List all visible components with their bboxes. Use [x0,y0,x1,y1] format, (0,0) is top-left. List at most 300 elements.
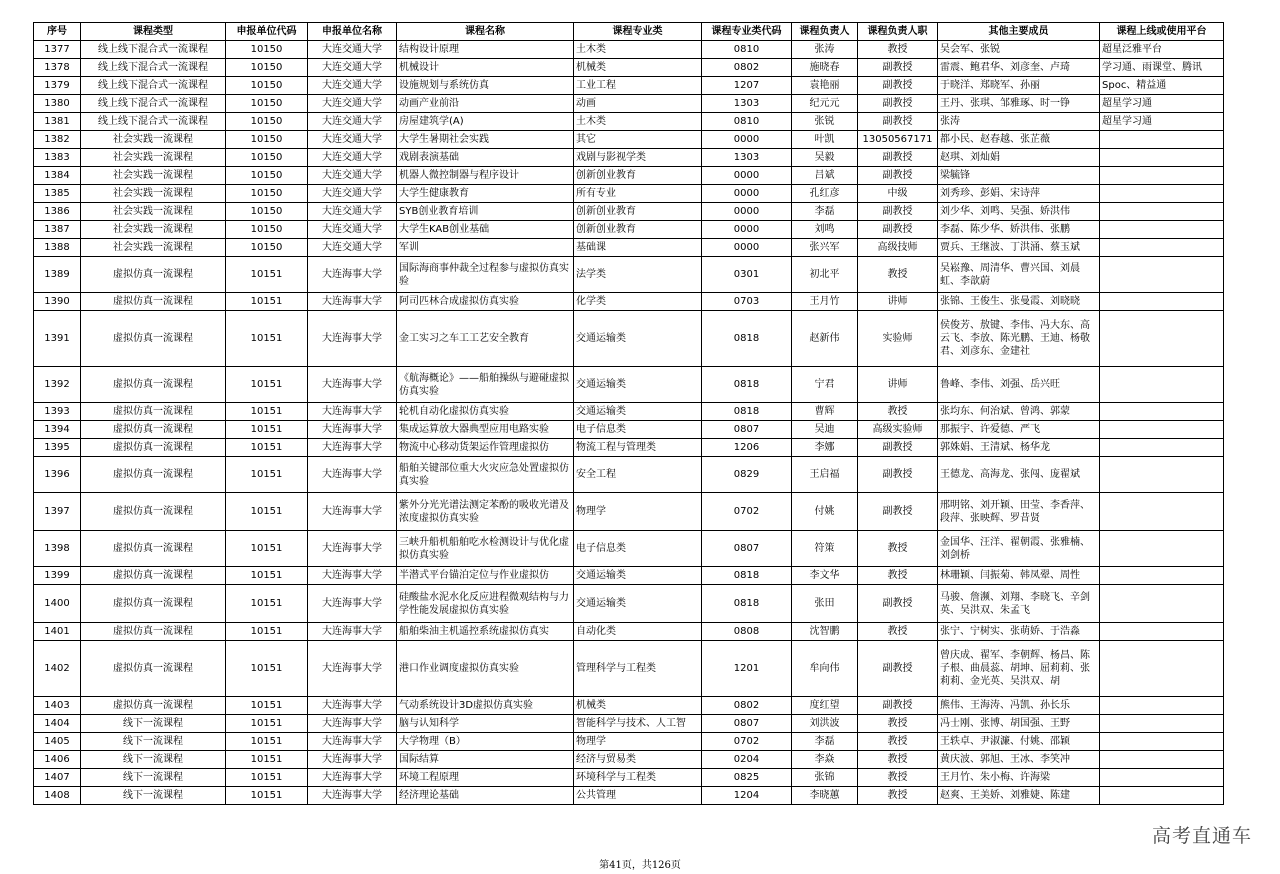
header-cell: 序号 [34,23,81,41]
table-cell: 教授 [858,715,938,733]
table-cell: 袁艳丽 [792,77,858,95]
table-cell: 1387 [34,221,81,239]
header-cell: 申报单位名称 [308,23,397,41]
table-cell: 1403 [34,697,81,715]
table-cell: 虚拟仿真一流课程 [81,257,226,293]
table-cell: 10150 [226,95,308,113]
table-cell [1100,439,1224,457]
table-cell: 教授 [858,567,938,585]
table-cell: 0810 [702,41,792,59]
table-cell: 国际海商事仲裁全过程参与虚拟仿真实验 [397,257,574,293]
table-cell: 大学生KAB创业基础 [397,221,574,239]
table-cell: 社会实践一流课程 [81,131,226,149]
table-cell: 1406 [34,751,81,769]
table-cell: 管理科学与工程类 [574,641,702,697]
table-cell: 1398 [34,531,81,567]
table-cell: 讲师 [858,367,938,403]
table-cell: 曹辉 [792,403,858,421]
table-cell: 1384 [34,167,81,185]
table-cell: 大连海事大学 [308,531,397,567]
table-cell: 王轶卓、尹淑濂、付姚、邵颖 [938,733,1100,751]
table-cell [1100,493,1224,531]
table-cell: 1207 [702,77,792,95]
table-cell: 高级实验师 [858,421,938,439]
header-cell: 课程专业类代码 [702,23,792,41]
table-cell: 10151 [226,769,308,787]
table-cell: 社会实践一流课程 [81,149,226,167]
table-cell: 副教授 [858,221,938,239]
table-cell: Spoc、精益通 [1100,77,1224,95]
table-cell: 熊伟、王海涛、冯凯、孙长乐 [938,697,1100,715]
table-row [34,41,1224,59]
table-row [34,149,1224,167]
table-cell: 1389 [34,257,81,293]
table-cell: 10151 [226,493,308,531]
table-row [34,221,1224,239]
table-cell: 化学类 [574,293,702,311]
table-cell: 10151 [226,311,308,367]
table-cell: 大连交通大学 [308,59,397,77]
table-cell: 1388 [34,239,81,257]
table-cell: 大连海事大学 [308,697,397,715]
table-cell: 教授 [858,403,938,421]
table-cell: 施晓春 [792,59,858,77]
table-cell: 0829 [702,457,792,493]
table-cell: 线上线下混合式一流课程 [81,59,226,77]
table-cell: 10151 [226,585,308,623]
table-cell: 物流中心移动货架运作管理虚拟仿 [397,439,574,457]
table-cell: 纪元元 [792,95,858,113]
table-cell: 教授 [858,531,938,567]
table-cell: 贾兵、王继波、丁洪涌、蔡玉斌 [938,239,1100,257]
table-cell: 实验师 [858,311,938,367]
table-cell: 虚拟仿真一流课程 [81,493,226,531]
table-cell: 李磊 [792,733,858,751]
table-cell: 0818 [702,585,792,623]
table-cell: 大连海事大学 [308,715,397,733]
table-cell: 教授 [858,751,938,769]
table-cell: 刘鸣 [792,221,858,239]
table-cell: 智能科学与技术、人工智 [574,715,702,733]
table-cell: 环境工程原理 [397,769,574,787]
table-cell: 教授 [858,733,938,751]
table-cell: 张锐 [792,113,858,131]
table-cell: 梁毓锋 [938,167,1100,185]
table-cell: 王启福 [792,457,858,493]
table-row [34,751,1224,769]
table-cell: 气动系统设计3D虚拟仿真实验 [397,697,574,715]
table-cell: 虚拟仿真一流课程 [81,439,226,457]
table-row [34,131,1224,149]
table-cell: 0807 [702,531,792,567]
table-cell: 超星泛雅平台 [1100,41,1224,59]
table-cell: 中级 [858,185,938,203]
table-cell: 土木类 [574,41,702,59]
course-table [33,22,1224,805]
table-cell: 交通运输类 [574,367,702,403]
table-cell: 副教授 [858,167,938,185]
table-cell: 虚拟仿真一流课程 [81,567,226,585]
table-cell [1100,203,1224,221]
table-cell: 0818 [702,403,792,421]
table-cell: 教授 [858,623,938,641]
table-cell: 王月竹、朱小梅、许海梁 [938,769,1100,787]
table-cell: 创新创业教育 [574,167,702,185]
table-cell [1100,421,1224,439]
table-cell: 交通运输类 [574,311,702,367]
table-cell: 符策 [792,531,858,567]
table-cell: 1407 [34,769,81,787]
table-cell: 张涛 [938,113,1100,131]
table-row [34,715,1224,733]
table-cell: 鲁峰、李伟、刘强、岳兴旺 [938,367,1100,403]
table-cell: 0702 [702,733,792,751]
table-cell [1100,531,1224,567]
table-cell: 虚拟仿真一流课程 [81,457,226,493]
table-cell: 大学生健康教育 [397,185,574,203]
table-cell: 交通运输类 [574,567,702,585]
table-cell: 机器人微控制器与程序设计 [397,167,574,185]
table-cell: 李焱 [792,751,858,769]
table-cell: 戏剧与影视学类 [574,149,702,167]
table-cell: 虚拟仿真一流课程 [81,641,226,697]
table-cell: 半潜式平台锚泊定位与作业虚拟仿 [397,567,574,585]
table-cell: 1404 [34,715,81,733]
table-cell: 副教授 [858,439,938,457]
table-cell: 虚拟仿真一流课程 [81,697,226,715]
table-row [34,367,1224,403]
table-cell: 其它 [574,131,702,149]
table-cell: 刘洪波 [792,715,858,733]
table-cell: 线上线下混合式一流课程 [81,77,226,95]
table-cell [1100,239,1224,257]
table-cell: 线下一流课程 [81,787,226,805]
table-cell: 大连交通大学 [308,77,397,95]
table-cell: 0807 [702,421,792,439]
table-cell: 物流工程与管理类 [574,439,702,457]
table-cell: 10150 [226,59,308,77]
table-row [34,493,1224,531]
table-cell: 大学生暑期社会实践 [397,131,574,149]
table-cell: 虚拟仿真一流课程 [81,421,226,439]
table-cell: 线上线下混合式一流课程 [81,41,226,59]
table-cell: 林珊颖、闫振菊、韩凤翚、周性 [938,567,1100,585]
table-cell: 10151 [226,457,308,493]
table-row [34,787,1224,805]
table-cell: 集成运算放大器典型应用电路实验 [397,421,574,439]
table-cell: 大连海事大学 [308,403,397,421]
table-cell: 10150 [226,221,308,239]
table-cell: 李晓蕙 [792,787,858,805]
table-cell: 10151 [226,567,308,585]
header-cell: 课程上线或使用平台 [1100,23,1224,41]
table-cell: 刘少华、刘鸣、吴强、娇洪伟 [938,203,1100,221]
table-cell: 孔红彦 [792,185,858,203]
table-cell: 结构设计原理 [397,41,574,59]
table-cell: 虚拟仿真一流课程 [81,403,226,421]
table-body [34,41,1224,805]
table-cell: 船舶柴油主机遥控系统虚拟仿真实 [397,623,574,641]
table-cell: 经济理论基础 [397,787,574,805]
table-cell: 动画 [574,95,702,113]
table-cell: 创新创业教育 [574,221,702,239]
table-cell: 副教授 [858,77,938,95]
table-cell: 10151 [226,531,308,567]
table-cell [1100,293,1224,311]
table-cell: 1385 [34,185,81,203]
table-cell: 沈智鹏 [792,623,858,641]
table-cell: 机械类 [574,697,702,715]
table-cell: 0703 [702,293,792,311]
table-cell: 王月竹 [792,293,858,311]
table-cell: 刘秀珍、彭娟、宋诗萍 [938,185,1100,203]
table-cell: 1204 [702,787,792,805]
table-cell: 社会实践一流课程 [81,203,226,221]
table-cell: 1394 [34,421,81,439]
table-cell: 线下一流课程 [81,769,226,787]
table-cell: 郭姝娟、王清斌、杨华龙 [938,439,1100,457]
table-cell: 10150 [226,41,308,59]
table-cell: 李娜 [792,439,858,457]
table-cell: 大连交通大学 [308,149,397,167]
table-cell: 1386 [34,203,81,221]
table-cell: 吕斌 [792,167,858,185]
table-cell: 10151 [226,733,308,751]
table-cell: 线下一流课程 [81,733,226,751]
table-cell: 0000 [702,203,792,221]
table-row [34,293,1224,311]
table-cell [1100,751,1224,769]
table-cell: 线下一流课程 [81,751,226,769]
table-cell: 1397 [34,493,81,531]
table-cell: 1392 [34,367,81,403]
table-cell: 吴崧豫、周清华、曹兴国、刘晨虹、李歆蔚 [938,257,1100,293]
table-cell: 金工实习之车工工艺安全教育 [397,311,574,367]
header-cell: 课程名称 [397,23,574,41]
table-cell: 阿司匹林合成虚拟仿真实验 [397,293,574,311]
table-cell: 社会实践一流课程 [81,239,226,257]
table-cell: 大连交通大学 [308,131,397,149]
table-cell: 安全工程 [574,457,702,493]
table-cell: 戏剧表演基础 [397,149,574,167]
table-row [34,167,1224,185]
table-cell [1100,733,1224,751]
table-cell: 大连海事大学 [308,787,397,805]
table-cell: 10151 [226,439,308,457]
header-cell: 课程类型 [81,23,226,41]
table-cell: 教授 [858,257,938,293]
table-cell: 大连海事大学 [308,421,397,439]
table-cell: 设施规划与系统仿真 [397,77,574,95]
table-cell [1100,257,1224,293]
table-cell [1100,715,1224,733]
table-row [34,403,1224,421]
table-cell: 线上线下混合式一流课程 [81,95,226,113]
table-cell: 大连海事大学 [308,641,397,697]
table-cell: 1399 [34,567,81,585]
table-cell: 10150 [226,113,308,131]
table-cell: 宁君 [792,367,858,403]
table-cell: 交通运输类 [574,403,702,421]
table-cell: 线上线下混合式一流课程 [81,113,226,131]
table-cell: 虚拟仿真一流课程 [81,623,226,641]
header-cell: 课程负责人 [792,23,858,41]
table-cell: 张宁、宁树实、张萌娇、于浩淼 [938,623,1100,641]
page-footer: 第41页，共126页 [599,860,681,871]
table-row [34,59,1224,77]
table-cell: 大连海事大学 [308,769,397,787]
table-cell: 紫外分光光谱法测定苯酚的吸收光谱及浓度虚拟仿真实验 [397,493,574,531]
table-cell: 雷震、鲍君华、刘彦奎、卢琦 [938,59,1100,77]
table-cell: 10150 [226,77,308,95]
table-cell: 叶凯 [792,131,858,149]
table-row [34,457,1224,493]
table-cell: 大连交通大学 [308,185,397,203]
table-cell: 土木类 [574,113,702,131]
table-cell: 邢明铭、刘开颖、田莹、李香萍、段萍、张映辉、罗昔贤 [938,493,1100,531]
table-cell: 度红望 [792,697,858,715]
table-cell: 张涛 [792,41,858,59]
table-cell: 1408 [34,787,81,805]
table-cell: 轮机自动化虚拟仿真实验 [397,403,574,421]
table-cell: 都小民、赵春越、张芷薇 [938,131,1100,149]
table-cell: 赵新伟 [792,311,858,367]
table-cell: 大连海事大学 [308,311,397,367]
table-cell: 大连交通大学 [308,221,397,239]
table-row [34,567,1224,585]
table-cell: 10151 [226,641,308,697]
table-cell: 0000 [702,221,792,239]
table-cell: 李磊、陈少华、娇洪伟、张鹏 [938,221,1100,239]
table-cell: 三峡升船机船舶吃水检测设计与优化虚拟仿真实验 [397,531,574,567]
table-cell: 超星学习通 [1100,95,1224,113]
table-cell [1100,769,1224,787]
watermark: 高考直通车 [1151,825,1252,847]
table-cell: 10150 [226,167,308,185]
table-cell: 副教授 [858,585,938,623]
table-row [34,421,1224,439]
table-cell: 10151 [226,715,308,733]
table-cell: 张均东、何治斌、曾鸿、郭蒙 [938,403,1100,421]
table-cell [1100,221,1224,239]
table-cell: SYB创业教育培训 [397,203,574,221]
table-row [34,257,1224,293]
table-cell: 赵琪、刘灿娟 [938,149,1100,167]
header-row [34,23,1224,41]
table-cell: 0808 [702,623,792,641]
table-cell: 10151 [226,751,308,769]
table-cell: 动画产业前沿 [397,95,574,113]
table-cell: 副教授 [858,697,938,715]
table-cell: 社会实践一流课程 [81,167,226,185]
table-cell: 金国华、汪洋、翟朝霞、张雅楠、刘剑桥 [938,531,1100,567]
table-cell: 10151 [226,787,308,805]
table-cell: 1380 [34,95,81,113]
table-row [34,623,1224,641]
table-cell [1100,787,1224,805]
table-cell: 0000 [702,131,792,149]
table-cell: 大连海事大学 [308,367,397,403]
table-cell: 线下一流课程 [81,715,226,733]
table-cell: 0818 [702,367,792,403]
table-cell: 大连交通大学 [308,203,397,221]
table-cell: 0818 [702,311,792,367]
table-cell [1100,403,1224,421]
table-cell: 1391 [34,311,81,367]
table-cell: 10151 [226,403,308,421]
table-cell: 副教授 [858,95,938,113]
table-cell: 0204 [702,751,792,769]
table-cell: 黄庆波、郭旭、王冰、李笑冲 [938,751,1100,769]
table-row [34,311,1224,367]
table-row [34,641,1224,697]
table-cell: 10151 [226,257,308,293]
table-cell: 牟向伟 [792,641,858,697]
table-cell: 大学物理（B） [397,733,574,751]
header-cell: 其他主要成员 [938,23,1100,41]
table-cell: 1395 [34,439,81,457]
table-cell: 1400 [34,585,81,623]
table-cell: 电子信息类 [574,531,702,567]
table-cell: 基础课 [574,239,702,257]
table-cell: 大连海事大学 [308,751,397,769]
table-cell: 教授 [858,787,938,805]
table-cell: 大连海事大学 [308,733,397,751]
table-cell: 10151 [226,421,308,439]
table-cell: 张锦 [792,769,858,787]
table-cell: 硅酸盐水泥水化反应进程微观结构与力学性能发展虚拟仿真实验 [397,585,574,623]
table-cell: 电子信息类 [574,421,702,439]
table-cell: 付姚 [792,493,858,531]
table-cell: 张兴军 [792,239,858,257]
table-cell: 13050567171 [858,131,938,149]
table-cell: 1379 [34,77,81,95]
table-cell [1100,149,1224,167]
table-cell: 物理学 [574,733,702,751]
table-cell: 经济与贸易类 [574,751,702,769]
table-cell: 1378 [34,59,81,77]
table-cell: 脑与认知科学 [397,715,574,733]
table-row [34,113,1224,131]
table-cell: 1201 [702,641,792,697]
table-cell: 0301 [702,257,792,293]
table-row [34,697,1224,715]
table-cell: 1382 [34,131,81,149]
table-cell: 0000 [702,167,792,185]
table-cell: 0807 [702,715,792,733]
table-cell: 超星学习通 [1100,113,1224,131]
table-cell: 王德龙、高海龙、张闯、庞翟斌 [938,457,1100,493]
table-cell: 0825 [702,769,792,787]
table-cell: 虚拟仿真一流课程 [81,367,226,403]
table-row [34,185,1224,203]
table-cell: 10151 [226,623,308,641]
table-cell: 教授 [858,769,938,787]
table-cell: 大连交通大学 [308,239,397,257]
table-cell: 社会实践一流课程 [81,185,226,203]
table-cell: 副教授 [858,149,938,167]
table-cell: 10151 [226,293,308,311]
table-row [34,95,1224,113]
table-cell: 1396 [34,457,81,493]
table-cell: 冯士刚、张博、胡国强、王野 [938,715,1100,733]
table-cell: 赵爽、王美娇、刘雅婕、陈建 [938,787,1100,805]
table-cell: 环境科学与工程类 [574,769,702,787]
table-cell: 副教授 [858,641,938,697]
table-cell: 曾庆成、翟军、李朝辉、杨昌、陈子根、曲晨蕊、胡坤、屈莉莉、张莉莉、金光英、吴洪双、胡 [938,641,1100,697]
table-cell: 10150 [226,239,308,257]
table-cell: 高级技师 [858,239,938,257]
